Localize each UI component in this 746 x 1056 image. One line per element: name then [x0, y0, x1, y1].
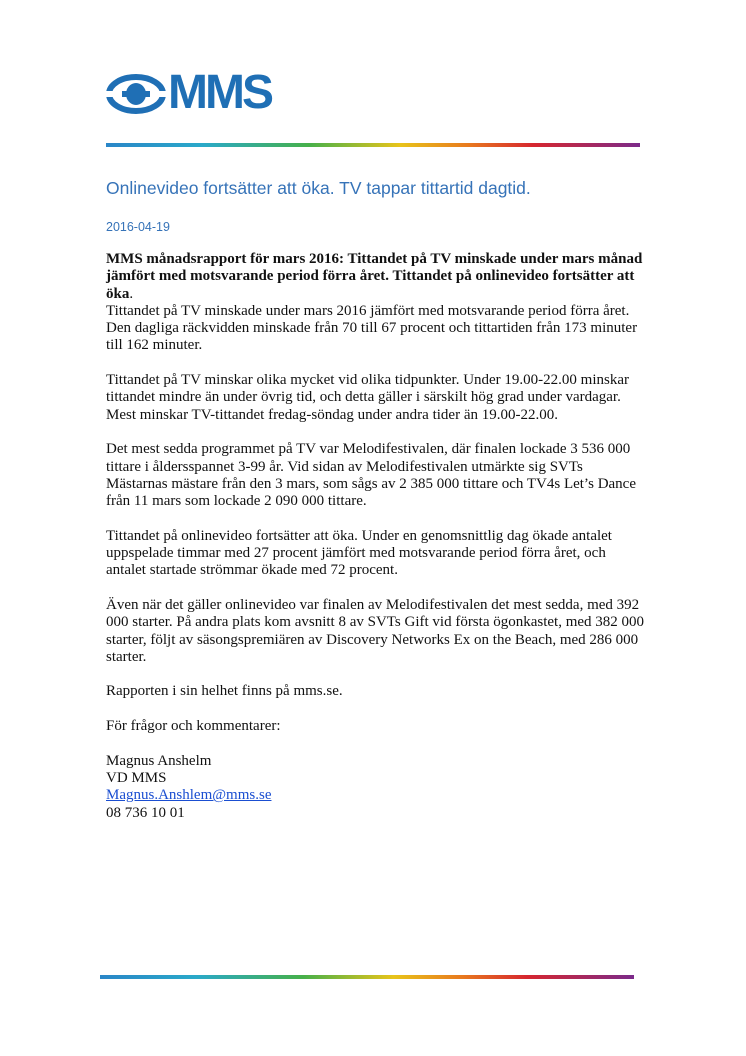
logo-wordmark: MMS [168, 66, 271, 119]
lead-tail: . [129, 285, 134, 302]
paragraph-5: Även när det gäller onlinevideo var finalen av Melodifestivalen det mest sedda, med 392 000 starter. På andra plats kom avsnitt 8 av SVTs Gift vid första ögonkastet, med 382 000 starter, följt av säsongspremiären av Discovery Networks Ex on the Beach, med 286 000 starter. [106, 596, 645, 665]
contact-phone: 08 736 10 01 [106, 804, 185, 821]
paragraph-1: Tittandet på TV minskade under mars 2016 jämfört med motsvarande period förra året. Den dagliga räckvidden minskade från 70 till 67 procent och tittartiden från 173 minuter till 162 minuter. [106, 302, 638, 354]
publish-date: 2016-04-19 [106, 220, 170, 234]
top-color-rule [106, 143, 640, 147]
paragraph-6: Rapporten i sin helhet finns på mms.se. [106, 683, 343, 700]
paragraph-2: Tittandet på TV minskar olika mycket vid olika tidpunkter. Under 19.00-22.00 minskar tittandet mindre än under övrig tid, och detta gäller i särskilt hög grad under vardagar. Mest minskar TV-tittandet fredag-söndag under andra tider än 19.00-22.00. [106, 372, 629, 423]
paragraph-7: För frågor och kommentarer: [106, 718, 281, 735]
contact-block [106, 753, 646, 822]
press-release-body [106, 251, 646, 839]
contact-name: Magnus Anshelm [106, 752, 212, 769]
page-title: Onlinevideo fortsätter att öka. TV tappar tittartid dagtid. [106, 178, 531, 198]
eye-logo-icon [106, 71, 166, 117]
contact-role: VD MMS [106, 769, 167, 786]
paragraph-4: Tittandet på onlinevideo fortsätter att öka. Under en genomsnittlig dag ökade antalet uppspelade timmar med 27 procent jämfört med motsvarande period förra året, och antalet startade strömmar ökade med 72 procent. [106, 527, 612, 579]
bottom-color-rule [100, 975, 634, 979]
paragraph-3: Det mest sedda programmet på TV var Melodifestivalen, där finalen lockade 3 536 000 tittare i åldersspannet 3-99 år. Vid sidan av Melodifestivalen utmärkte sig SVTs Mästarnas mästare från den 3 mars, som sågs av 2 385 000 tittare och TV4s Let’s Dance från 11 mars som lockade 2 090 000 tittare. [106, 441, 636, 510]
lead-paragraph [106, 251, 646, 303]
lead-bold-text: MMS månadsrapport för mars 2016: Tittandet på TV minskade under mars månad jämfört med motsvarande period förra året. Tittandet på onlinevideo fortsätter att öka [106, 251, 643, 302]
contact-email-link[interactable]: Magnus.Anshlem@mms.se [106, 787, 272, 804]
mms-logo [106, 66, 286, 119]
